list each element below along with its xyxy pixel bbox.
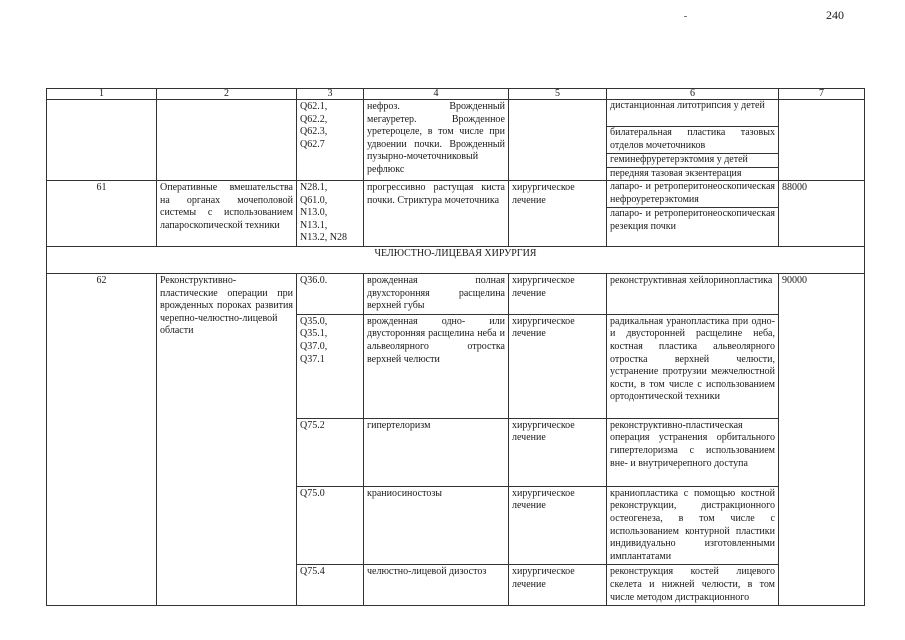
mkb-code: Q36.0.	[300, 275, 328, 286]
mkb-code: Q62.2,	[300, 113, 328, 125]
model-cell: нефроз. Врожденный мегауретер. Врожденное уретероцеле, в том числе при удвоении почки. Врожденный пузырно-мочеточниковый рефлюкс	[364, 100, 509, 181]
model-cell: врожденная полная двухсторонняя расщелина верхней губы	[364, 274, 509, 315]
mkb-code: Q75.4	[300, 566, 325, 578]
method-cell	[607, 100, 779, 181]
model-cell: гипертелоризм	[364, 418, 509, 486]
model-cell: врожденная одно- или двусторонняя расщелина неба и альвеолярного отростка верхней челюсти	[364, 314, 509, 418]
method-item: передняя тазовая экзентерация	[607, 167, 778, 180]
page-number: 240	[826, 8, 844, 22]
treatment-cell: хирургическое лечение	[509, 181, 607, 247]
mkb-code: N13.2, N28	[300, 232, 347, 244]
header-row	[47, 89, 865, 100]
mkb-code: Q37.1	[300, 353, 325, 365]
mkb-code: N13.1,	[300, 219, 328, 231]
codes-cell	[297, 565, 364, 606]
method-item: билатеральная пластика тазовых отделов мочеточников	[607, 126, 778, 153]
model-cell: краниосиностозы	[364, 486, 509, 565]
method-cell: радикальная уранопластика при одно- и двусторонней расщелине неба, костная пластика альвеолярного отростка верхней челюсти, устранение протрузии межчелюстной кости, в том числе с использованием ортодонтической техники	[607, 314, 779, 418]
method-item: лапаро- и ретроперитонеоскопическая нефроуретерэктомия	[610, 181, 775, 205]
mkb-code: N13.0,	[300, 207, 328, 219]
method-item: лапаро- и ретроперитонеоскопическая резекция почки	[607, 207, 778, 234]
cost-cell	[779, 100, 865, 181]
services-table	[46, 88, 865, 606]
table-row	[47, 181, 865, 247]
model-cell: прогрессивно растущая киста почки. Стриктура мочеточника	[364, 181, 509, 247]
method-cell: реконструктивная хейлоринопластика	[607, 274, 779, 315]
section-title: ЧЕЛЮСТНО-ЛИЦЕВАЯ ХИРУРГИЯ	[47, 247, 865, 274]
name-cell: Оперативные вмешательства на органах мочеполовой системы с использованием лапароскопической техники	[157, 181, 297, 247]
table-row	[47, 100, 865, 181]
mkb-code: Q62.7	[300, 138, 325, 150]
scan-dot	[684, 16, 687, 17]
cost-cell: 90000	[779, 274, 865, 606]
table-row	[47, 274, 865, 315]
cost-cell: 88000	[779, 181, 865, 247]
codes-cell	[297, 274, 364, 315]
header-cell: 2	[157, 89, 297, 100]
codes-cell	[297, 100, 364, 181]
mkb-code: Q62.1,	[300, 101, 328, 112]
codes-cell	[297, 418, 364, 486]
treatment-cell: хирургическое лечение	[509, 314, 607, 418]
header-cell: 5	[509, 89, 607, 100]
mkb-code: Q37.0,	[300, 340, 328, 352]
mkb-code: Q62.3,	[300, 126, 328, 138]
mkb-code: N28.1,	[300, 182, 328, 193]
section-row	[47, 247, 865, 274]
codes-cell	[297, 181, 364, 247]
header-cell: 4	[364, 89, 509, 100]
row-number-cell	[47, 100, 157, 181]
header-cell: 3	[297, 89, 364, 100]
name-cell	[157, 100, 297, 181]
mkb-code: Q35.0,	[300, 315, 328, 327]
method-cell: реконструктивно-пластическая операция устранения орбитального гипертелоризма с использованием вне- и внутричерепного доступа	[607, 418, 779, 486]
name-cell: Реконструктивно-пластические операции при врожденных пороках развития черепно-челюстно-лицевой области	[157, 274, 297, 606]
model-cell: челюстно-лицевой дизостоз	[364, 565, 509, 606]
treatment-cell	[509, 100, 607, 181]
codes-cell	[297, 314, 364, 418]
treatment-cell: хирургическое лечение	[509, 486, 607, 565]
method-item: геминефруретерэктомия у детей	[607, 153, 778, 167]
row-number-cell: 61	[47, 181, 157, 247]
method-item: дистанционная литотрипсия у детей	[610, 100, 765, 111]
mkb-code: Q75.2	[300, 419, 325, 431]
header-cell: 7	[779, 89, 865, 100]
treatment-cell: хирургическое лечение	[509, 565, 607, 606]
treatment-cell: хирургическое лечение	[509, 418, 607, 486]
method-cell: реконструкция костей лицевого скелета и нижней челюсти, в том числе методом дистракционного	[607, 565, 779, 606]
mkb-code: Q75.0	[300, 487, 325, 499]
codes-cell	[297, 486, 364, 565]
row-number-cell: 62	[47, 274, 157, 606]
mkb-code: Q61.0,	[300, 194, 328, 206]
mkb-code: Q35.1,	[300, 328, 328, 340]
header-cell: 6	[607, 89, 779, 100]
header-cell: 1	[47, 89, 157, 100]
treatment-cell: хирургическое лечение	[509, 274, 607, 315]
method-cell: краниопластика с помощью костной реконструкции, дистракционного остеогенеза, в том числе с использованием контурной пластики индивидуально изготовленными имплантатами	[607, 486, 779, 565]
method-cell	[607, 181, 779, 247]
